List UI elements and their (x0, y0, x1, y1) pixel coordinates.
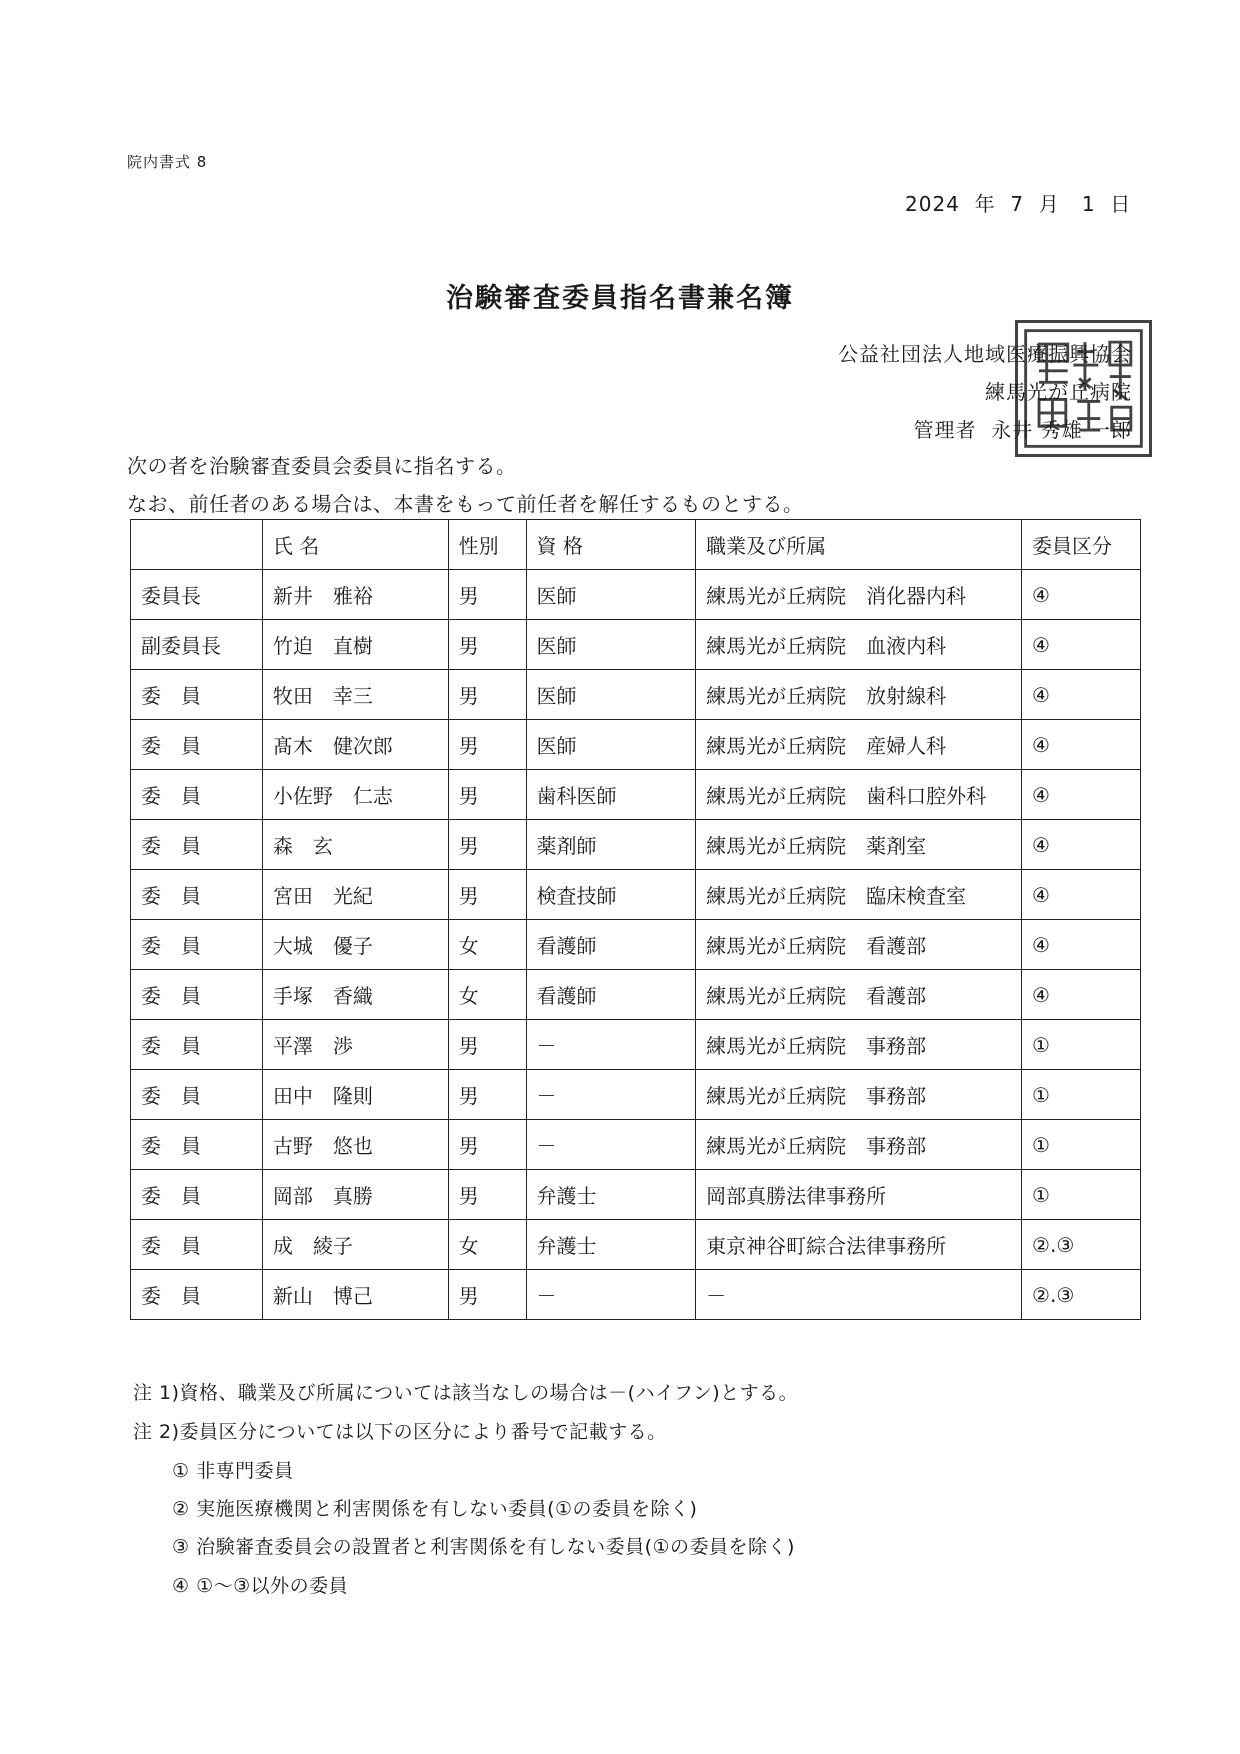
table-row (131, 720, 1141, 770)
table-row (131, 1070, 1141, 1120)
category-1: ① 非専門委員 (172, 1460, 294, 1482)
cell-role: 委 員 (131, 670, 263, 720)
cell-affiliation: 練馬光が丘病院 歯科口腔外科 (696, 770, 1022, 820)
cell-sex: 男 (448, 1120, 526, 1170)
cell-category: ④ (1022, 720, 1141, 770)
cell-role: 委 員 (131, 1270, 263, 1320)
header-category: 委員区分 (1022, 520, 1141, 570)
cell-sex: 男 (448, 570, 526, 620)
cell-sex: 男 (448, 770, 526, 820)
cell-role: 委 員 (131, 1220, 263, 1270)
cell-affiliation: － (696, 1270, 1022, 1320)
cell-role: 委 員 (131, 720, 263, 770)
cell-category: ④ (1022, 820, 1141, 870)
cell-qualification: 歯科医師 (526, 770, 696, 820)
cell-qualification: 弁護士 (526, 1170, 696, 1220)
cell-category: ④ (1022, 970, 1141, 1020)
issuer-organization: 公益社団法人地域医療振興協会 (838, 342, 1132, 366)
cell-affiliation: 練馬光が丘病院 臨床検査室 (696, 870, 1022, 920)
cell-qualification: － (526, 1020, 696, 1070)
document-title: 治験審査委員指名書兼名簿 (446, 283, 794, 314)
table-header-row (131, 520, 1141, 570)
cell-role: 委 員 (131, 1120, 263, 1170)
cell-name: 手塚 香織 (262, 970, 448, 1020)
cell-name: 岡部 真勝 (262, 1170, 448, 1220)
table-row (131, 620, 1141, 670)
cell-qualification: － (526, 1270, 696, 1320)
cell-name: 平澤 渉 (262, 1020, 448, 1070)
cell-affiliation: 練馬光が丘病院 放射線科 (696, 670, 1022, 720)
cell-affiliation: 練馬光が丘病院 血液内科 (696, 620, 1022, 670)
cell-category: ① (1022, 1120, 1141, 1170)
category-3: ③ 治験審査委員会の設置者と利害関係を有しない委員(①の委員を除く) (172, 1536, 795, 1558)
table-row (131, 870, 1141, 920)
cell-role: 委 員 (131, 1170, 263, 1220)
header-sex: 性別 (448, 520, 526, 570)
category-4: ④ ①～③以外の委員 (172, 1575, 349, 1597)
table-row (131, 820, 1141, 870)
form-code: 院内書式 8 (127, 153, 208, 171)
cell-category: ④ (1022, 570, 1141, 620)
cell-sex: 男 (448, 620, 526, 670)
category-2: ② 実施医療機関と利害関係を有しない委員(①の委員を除く) (172, 1498, 698, 1520)
table-row (131, 920, 1141, 970)
cell-sex: 男 (448, 870, 526, 920)
cell-name: 古野 悠也 (262, 1120, 448, 1170)
cell-name: 宮田 光紀 (262, 870, 448, 920)
cell-sex: 男 (448, 720, 526, 770)
table-row (131, 1270, 1141, 1320)
cell-qualification: － (526, 1120, 696, 1170)
intro-line-2: なお、前任者のある場合は、本書をもって前任者を解任するものとする。 (127, 492, 804, 516)
cell-role: 委 員 (131, 820, 263, 870)
issuer-manager: 管理者 永井 秀雄 一郎 (913, 418, 1132, 442)
cell-qualification: 医師 (526, 570, 696, 620)
cell-category: ②.③ (1022, 1220, 1141, 1270)
issuer-hospital: 練馬光が丘病院 (985, 380, 1132, 404)
cell-affiliation: 練馬光が丘病院 産婦人科 (696, 720, 1022, 770)
header-qualification: 資 格 (526, 520, 696, 570)
table-row (131, 970, 1141, 1020)
cell-affiliation: 練馬光が丘病院 消化器内科 (696, 570, 1022, 620)
cell-category: ① (1022, 1170, 1141, 1220)
table-row (131, 570, 1141, 620)
header-affiliation: 職業及び所属 (696, 520, 1022, 570)
cell-category: ④ (1022, 620, 1141, 670)
cell-sex: 女 (448, 970, 526, 1020)
committee-roster-table (130, 519, 1141, 1320)
cell-qualification: 医師 (526, 720, 696, 770)
header-name: 氏 名 (262, 520, 448, 570)
cell-qualification: 医師 (526, 670, 696, 720)
cell-category: ②.③ (1022, 1270, 1141, 1320)
cell-name: 髙木 健次郎 (262, 720, 448, 770)
cell-name: 大城 優子 (262, 920, 448, 970)
cell-name: 新山 博己 (262, 1270, 448, 1320)
intro-line-1: 次の者を治験審査委員会委員に指名する。 (127, 454, 517, 478)
cell-category: ④ (1022, 870, 1141, 920)
cell-affiliation: 練馬光が丘病院 薬剤室 (696, 820, 1022, 870)
table-row (131, 1020, 1141, 1070)
cell-sex: 男 (448, 820, 526, 870)
cell-sex: 男 (448, 1170, 526, 1220)
table-row (131, 1220, 1141, 1270)
cell-category: ④ (1022, 770, 1141, 820)
cell-sex: 男 (448, 670, 526, 720)
cell-role: 委員長 (131, 570, 263, 620)
cell-role: 委 員 (131, 770, 263, 820)
table-row (131, 1120, 1141, 1170)
header-role (131, 520, 263, 570)
cell-affiliation: 練馬光が丘病院 事務部 (696, 1120, 1022, 1170)
cell-qualification: 看護師 (526, 970, 696, 1020)
cell-qualification: 弁護士 (526, 1220, 696, 1270)
table-row (131, 1170, 1141, 1220)
table-row (131, 670, 1141, 720)
cell-name: 森 玄 (262, 820, 448, 870)
cell-category: ① (1022, 1020, 1141, 1070)
cell-role: 委 員 (131, 870, 263, 920)
cell-affiliation: 練馬光が丘病院 看護部 (696, 970, 1022, 1020)
cell-qualification: 医師 (526, 620, 696, 670)
cell-qualification: － (526, 1070, 696, 1120)
cell-category: ④ (1022, 920, 1141, 970)
cell-affiliation: 東京神谷町綜合法律事務所 (696, 1220, 1022, 1270)
cell-affiliation: 練馬光が丘病院 看護部 (696, 920, 1022, 970)
cell-affiliation: 岡部真勝法律事務所 (696, 1170, 1022, 1220)
issue-date: 2024 年 7 月 1 日 (905, 192, 1132, 216)
cell-category: ① (1022, 1070, 1141, 1120)
cell-sex: 女 (448, 920, 526, 970)
cell-name: 竹迫 直樹 (262, 620, 448, 670)
cell-sex: 男 (448, 1020, 526, 1070)
cell-qualification: 薬剤師 (526, 820, 696, 870)
cell-role: 副委員長 (131, 620, 263, 670)
note-1: 注 1)資格、職業及び所属については該当なしの場合は－(ハイフン)とする。 (133, 1382, 799, 1404)
cell-name: 小佐野 仁志 (262, 770, 448, 820)
cell-affiliation: 練馬光が丘病院 事務部 (696, 1020, 1022, 1070)
cell-qualification: 検査技師 (526, 870, 696, 920)
cell-sex: 女 (448, 1220, 526, 1270)
cell-name: 牧田 幸三 (262, 670, 448, 720)
cell-name: 新井 雅裕 (262, 570, 448, 620)
cell-role: 委 員 (131, 1020, 263, 1070)
note-2: 注 2)委員区分については以下の区分により番号で記載する。 (133, 1421, 667, 1443)
cell-category: ④ (1022, 670, 1141, 720)
cell-role: 委 員 (131, 920, 263, 970)
cell-role: 委 員 (131, 970, 263, 1020)
table-row (131, 770, 1141, 820)
cell-sex: 男 (448, 1270, 526, 1320)
cell-qualification: 看護師 (526, 920, 696, 970)
cell-role: 委 員 (131, 1070, 263, 1120)
cell-sex: 男 (448, 1070, 526, 1120)
cell-affiliation: 練馬光が丘病院 事務部 (696, 1070, 1022, 1120)
cell-name: 田中 隆則 (262, 1070, 448, 1120)
cell-name: 成 綾子 (262, 1220, 448, 1270)
